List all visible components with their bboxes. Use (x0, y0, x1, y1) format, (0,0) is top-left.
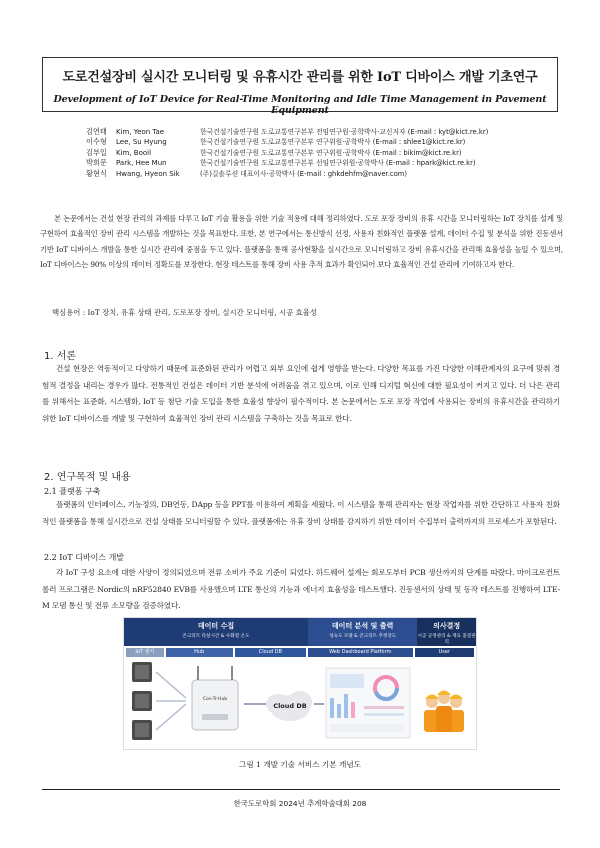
header-title: 데이터 수집 (197, 622, 235, 630)
author-row (86, 127, 488, 137)
figure-body (124, 658, 476, 748)
worker-icon (424, 691, 464, 733)
author-list (86, 127, 488, 179)
keywords: 핵심용어 : IoT 장치, 유휴 상태 관리, 도로포장 장비, 실시간 모니터링, 시공 효율성 (52, 308, 317, 317)
header-subtitle: 콘크리트 타설시간 & 수화열 온도 (182, 634, 250, 639)
cloud-icon (266, 691, 312, 721)
author-name-ko: 박희문 (86, 158, 107, 168)
author-affiliation: 한국건설기술연구원 도로교통연구본부 연구위원·공학박사 (E-mail : shlee1@kict.re.kr) (200, 138, 466, 147)
section-2-1-text: 플랫폼의 인터페이스, 기능정의, DB연동, DApp 등을 PPT를 이용하여 계획을 세웠다. 이 시스템을 통해 관리자는 현장 작업자를 위한 간단하고 사용자 친화적인 플랫폼을 통해 실시간으로 건설 상태를 모니터링할 수 있다. 플랫폼에는 유휴 장비 상태를 감지하기 위한 데이터 수집부터 출력까지의 프로세스가 포함된다. (42, 500, 560, 526)
figure-concept-diagram (123, 617, 477, 750)
header-title: 데이터 분석 및 출력 (331, 622, 394, 630)
header-subtitle: 시공 공정관리 & 재료 품질관리 (417, 634, 476, 645)
author-affiliation: 한국건설기술연구원 도로교통연구본부 선임연구위원·공학박사 (E-mail : hpark@kict.re.kr) (200, 159, 476, 168)
header-subtitle: 성숙도 모델 & 콘크리트 추정강도 (329, 634, 397, 639)
author-row (86, 148, 488, 158)
arrow-icon (156, 672, 186, 730)
title-box (42, 57, 558, 116)
footer-divider (42, 789, 560, 790)
iot-sensor-icon (132, 662, 152, 740)
author-name-ko: 이수형 (86, 137, 107, 147)
author-affiliation: (주)길솔루션 대표이사·공학박사 (E-mail : ghkdehfm@naver.com) (200, 169, 408, 178)
author-name-en: Park, Hee Mun (116, 159, 167, 168)
author-name-en: Hwang, Hyeon Sik (116, 169, 180, 178)
header-title: 의사결정 (433, 622, 461, 630)
flow-cloud-db: Cloud DB (235, 648, 306, 657)
header-analysis (308, 618, 417, 646)
flow-hub: Hub (166, 648, 233, 657)
dashboard-icon (326, 668, 410, 738)
author-name-en: Kim, Booil (116, 148, 152, 157)
author-row (86, 169, 488, 179)
author-name-ko: 황현식 (86, 168, 107, 178)
section-1-text: 건설 현장은 역동적이고 다양하기 때문에 표준화된 관리가 어렵고 외부 요인에 쉽게 영향을 받는다. 다양한 목표를 가진 다양한 이해관계자의 요구에 맞춰 경험적 결정을 내리는 경우가 많다. 전통적인 건설은 데이터 기반 분석에 어려움을 겪고 있으며, 이로 인해 디지털 혁신에 대한 필요성이 커지고 있다. 더 나은 관리를 위해서는 표준화, 시스템화, IoT 등 첨단 기술 도입을 통한 효율성 향상이 필수적이다. 본 논문에서는 도로 포장 작업에 사용되는 장비의 유휴시간을 관리하기 위한 IoT 디바이스를 개발 및 구현하여 효율적인 장비 관리 시스템을 구축하는 것을 목표로 한다. (42, 364, 560, 423)
section-2-2-heading: 2.2 IoT 디바이스 개발 (44, 553, 125, 562)
author-name-ko: 김연태 (86, 127, 107, 136)
section-2-2-text: 각 IoT 구성 요소에 대한 사양이 정의되었으며 전류 소비가 주요 기준이 되었다. 하드웨어 설계는 회로도부터 PCB 생산까지의 단계를 따랐다. 마이크로컨트롤러 프로그램은 Nordic의 nRF52840 EVB를 사용했으며 LTE 통신의 기능과 에너지 효율성을 테스트했다. 진동센서의 상태 및 동작 테스트를 진행하여 LTE-M 모뎀 통신 및 전류 소모량을 검증하였다. (42, 568, 560, 611)
flow-user: User (415, 648, 474, 657)
abstract: 본 논문에서는 건설 현장 관리의 과제를 다루고 IoT 기술 활용을 위한 기술 적용에 대해 정리하였다. 도로 포장 장비의 유휴 시간을 모니터링하는 IoT 장치를 설계 및 구현하여 효율적인 장비 관리 시스템을 개발하는 것을 목표한다. 또한, 본 연구에서는 통신방식 선정, 사용자 친화적인 플랫폼 설계, 데이터 수집 및 분석을 위한 진동센서 기반 IoT 디바이스 개발을 통한 실시간 관리에 중점을 두고 있다. 플랫폼을 통해 공사현황을 실시간으로 모니터링하고 장비 유휴시간을 관리해 효율성을 높일 수 있으며, IoT 디바이스는 90% 이상의 데이터 정확도를 보장한다. 현장 테스트를 통해 장비 사용 추적 효과가 확인되어 보다 효율적인 건설 관리에 기여하고자 한다. (40, 214, 563, 270)
hub-icon (192, 666, 238, 730)
paper-title-english: Development of IoT Device for Real-Time Monitoring and Idle Time Management in Pavement Equipment (53, 94, 547, 116)
flow-bar (124, 646, 476, 658)
author-affiliation: 한국건설기술연구원 도로교통연구본부 연구위원·공학박사 (E-mail : bikim@kict.re.kr) (200, 148, 462, 157)
author-row (86, 137, 488, 147)
figure-caption: 그림 1 개발 기술 서비스 기본 개념도 (238, 760, 361, 769)
page-footer: 한국도로학회 2024년 추계학술대회 208 (233, 799, 367, 808)
hub-label: Con-Tr-Hub (202, 697, 228, 702)
section-2-heading: 2. 연구목적 및 내용 (44, 472, 131, 483)
author-name-en: Kim, Yeon Tae (116, 128, 165, 136)
flow-iot-sensor: IoT 센서 (126, 648, 164, 657)
concept-illustration (124, 658, 476, 748)
paper-title-korean: 도로건설장비 실시간 모니터링 및 유휴시간 관리를 위한 IoT 디바이스 개발 기초연구 (62, 70, 538, 85)
cloud-label: Cloud DB (273, 702, 307, 710)
section-1-heading: 1. 서론 (44, 351, 77, 362)
header-data-collection (124, 618, 308, 646)
author-affiliation: 한국건설기술연구원 도로교통연구본부 전임연구원·공학박사·교신저자 (E-mail : kyt@kict.re.kr) (200, 128, 489, 136)
author-name-ko: 김부일 (86, 147, 107, 157)
author-row (86, 158, 488, 168)
flow-dashboard: Web Dashboard Platform (308, 648, 413, 657)
figure-header (124, 618, 476, 646)
author-name-en: Lee, Su Hyung (116, 138, 167, 147)
section-2-1-heading: 2.1 플랫폼 구축 (44, 487, 101, 496)
header-decision (417, 618, 476, 646)
